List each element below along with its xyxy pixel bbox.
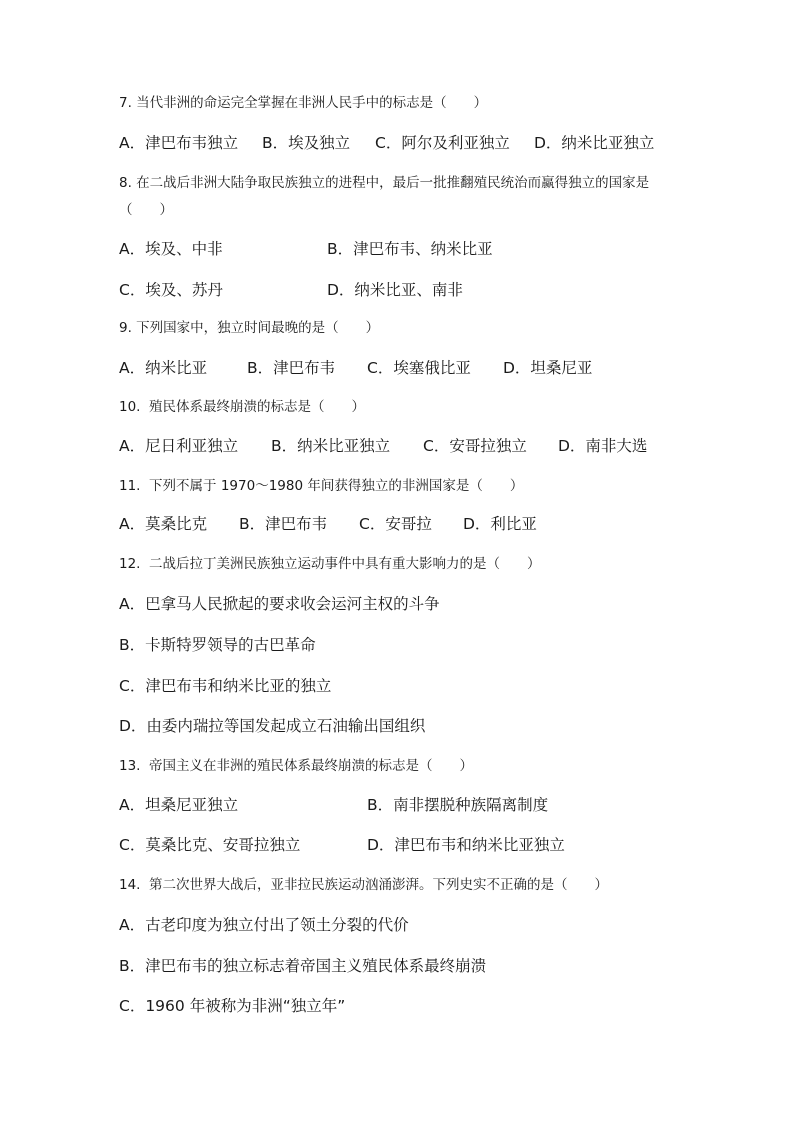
question-14-option-b: B．津巴布韦的独立标志着帝国主义殖民体系最终崩溃 xyxy=(119,957,487,975)
question-11-option-c: C．安哥拉 xyxy=(359,515,432,533)
question-11-option-d: D．利比亚 xyxy=(463,515,537,533)
question-12-option-d: D．由委内瑞拉等国发起成立石油输出国组织 xyxy=(119,717,426,735)
question-10-stem: 10. 殖民体系最终崩溃的标志是（ ） xyxy=(119,399,366,415)
question-14-stem: 14. 第二次世界大战后，亚非拉民族运动汹涌澎湃。下列史实不正确的是（ ） xyxy=(119,877,609,893)
question-13-option-a: A．坦桑尼亚独立 xyxy=(119,796,239,814)
question-10-option-a: A．尼日利亚独立 xyxy=(119,437,239,455)
question-8-stem: 8. 在二战后非洲大陆争取民族独立的进程中，最后一批推翻殖民统治而赢得独立的国家是 xyxy=(119,175,650,191)
question-10-option-c: C．安哥拉独立 xyxy=(423,437,527,455)
question-13-option-b: B．南非摆脱种族隔离制度 xyxy=(367,796,549,814)
question-8-option-d: D．纳米比亚、南非 xyxy=(327,281,463,299)
question-13-option-c: C．莫桑比克、安哥拉独立 xyxy=(119,836,301,854)
question-13-stem: 13. 帝国主义在非洲的殖民体系最终崩溃的标志是（ ） xyxy=(119,758,474,774)
question-9-option-a: A．纳米比亚 xyxy=(119,359,208,377)
question-11-option-a: A．莫桑比克 xyxy=(119,515,208,533)
question-11-option-b: B．津巴布韦 xyxy=(239,515,328,533)
question-8-option-a: A．埃及、中非 xyxy=(119,240,223,258)
question-7-option-d: D．纳米比亚独立 xyxy=(534,134,655,152)
question-12-stem: 12. 二战后拉丁美洲民族独立运动事件中具有重大影响力的是（ ） xyxy=(119,556,541,572)
question-14-option-a: A．古老印度为独立付出了领土分裂的代价 xyxy=(119,916,409,934)
question-12-option-a: A．巴拿马人民掀起的要求收会运河主权的斗争 xyxy=(119,595,440,613)
question-8-option-b: B．津巴布韦、纳米比亚 xyxy=(327,240,493,258)
question-7-option-b: B．埃及独立 xyxy=(262,134,351,152)
question-7-stem: 7. 当代非洲的命运完全掌握在非洲人民手中的标志是（ ） xyxy=(119,95,488,111)
question-10-option-d: D．南非大选 xyxy=(558,437,648,455)
question-12-option-b: B．卡斯特罗领导的古巴革命 xyxy=(119,636,316,654)
question-8-option-c: C．埃及、苏丹 xyxy=(119,281,223,299)
question-9-option-b: B．津巴布韦 xyxy=(247,359,336,377)
question-13-option-d: D．津巴布韦和纳米比亚独立 xyxy=(367,836,565,854)
question-7-option-c: C．阿尔及利亚独立 xyxy=(375,134,510,152)
question-9-stem: 9. 下列国家中，独立时间最晚的是（ ） xyxy=(119,320,380,336)
question-9-option-d: D．坦桑尼亚 xyxy=(503,359,593,377)
question-10-option-b: B．纳米比亚独立 xyxy=(271,437,391,455)
question-7-option-a: A．津巴布韦独立 xyxy=(119,134,239,152)
question-9-option-c: C．埃塞俄比亚 xyxy=(367,359,471,377)
question-8-stem-continued: （ ） xyxy=(119,202,173,218)
question-12-option-c: C．津巴布韦和纳米比亚的独立 xyxy=(119,677,332,695)
question-11-stem: 11. 下列不属于 1970～1980 年间获得独立的非洲国家是（ ） xyxy=(119,478,524,494)
question-14-option-c: C．1960 年被称为非洲“独立年” xyxy=(119,997,346,1015)
